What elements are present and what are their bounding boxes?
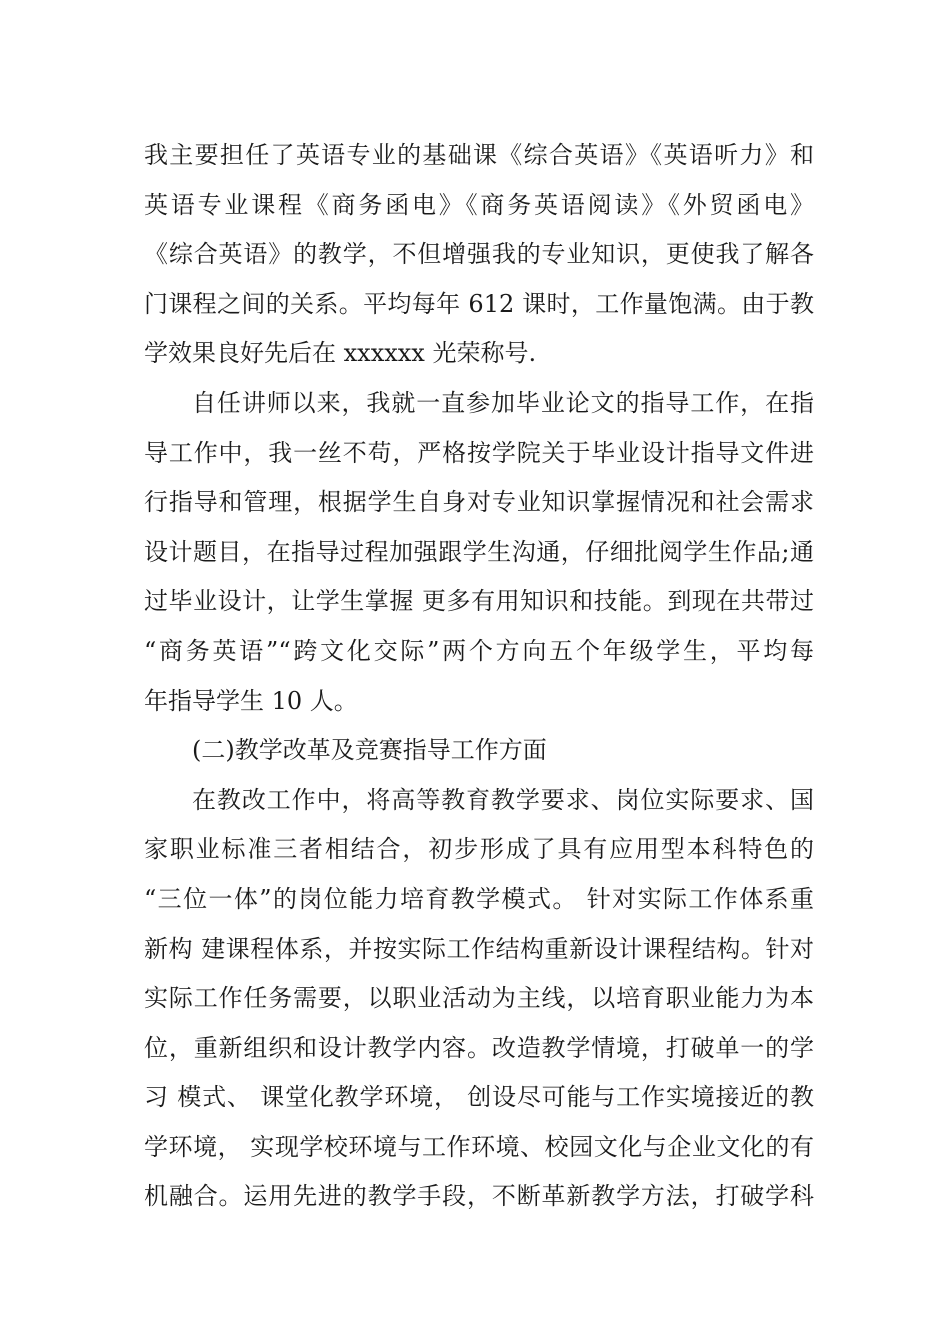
- text-line: 设计题目，在指导过程加强跟学生沟通，仔细批阅学生作品;通: [144, 537, 814, 566]
- text-line: 自任讲师以来，我就一直参加毕业论文的指导工作，在指: [192, 388, 814, 417]
- text-line: “三位一体”的岗位能力培育教学模式。 针对实际工作体系重: [144, 884, 814, 913]
- text-line: 《综合英语》的教学，不但增强我的专业知识，更使我了解各: [144, 240, 814, 269]
- text-line: 我主要担任了英语专业的基础课《综合英语》《英语听力》和: [144, 141, 814, 169]
- text-line: 习 模式、 课堂化教学环境， 创设尽可能与工作实境接近的教: [144, 1083, 814, 1112]
- text-line: 行指导和管理，根据学生自身对专业知识掌握情况和社会需求: [144, 488, 814, 517]
- text-line: 学效果良好先后在 xxxxxx 光荣称号.: [144, 339, 537, 368]
- text-line: 新构 建课程体系，并按实际工作结构重新设计课程结构。针对: [144, 934, 814, 963]
- text-line: “商务英语”“跨文化交际”两个方向五个年级学生，平均每: [144, 636, 814, 665]
- text-line: 学环境， 实现学校环境与工作环境、校园文化与企业文化的有: [144, 1132, 814, 1161]
- text-line: 年指导学生 10 人。: [144, 686, 358, 715]
- text-line: 实际工作任务需要，以职业活动为主线，以培育职业能力为本: [144, 984, 814, 1013]
- text-line: 过毕业设计，让学生掌握 更多有用知识和技能。到现在共带过: [144, 587, 814, 616]
- text-line: 在教改工作中，将高等教育教学要求、岗位实际要求、国: [192, 785, 814, 814]
- body-text: [144, 131, 814, 1222]
- text-line: 导工作中，我一丝不苟，严格按学院关于毕业设计指导文件进: [144, 438, 814, 467]
- text-line: 家职业标准三者相结合，初步形成了具有应用型本科特色的: [144, 835, 814, 864]
- text-line: 位，重新组织和设计教学内容。改造教学情境，打破单一的学: [144, 1033, 814, 1062]
- text-line: 门课程之间的关系。平均每年 612 课时，工作量饱满。由于教: [144, 289, 814, 318]
- text-line: 英语专业课程《商务函电》《商务英语阅读》《外贸函电》: [144, 190, 814, 219]
- text-line: 机融合。运用先进的教学手段，不断革新教学方法，打破学科: [144, 1182, 814, 1211]
- text-line: (二)教学改革及竞赛指导工作方面: [192, 736, 547, 765]
